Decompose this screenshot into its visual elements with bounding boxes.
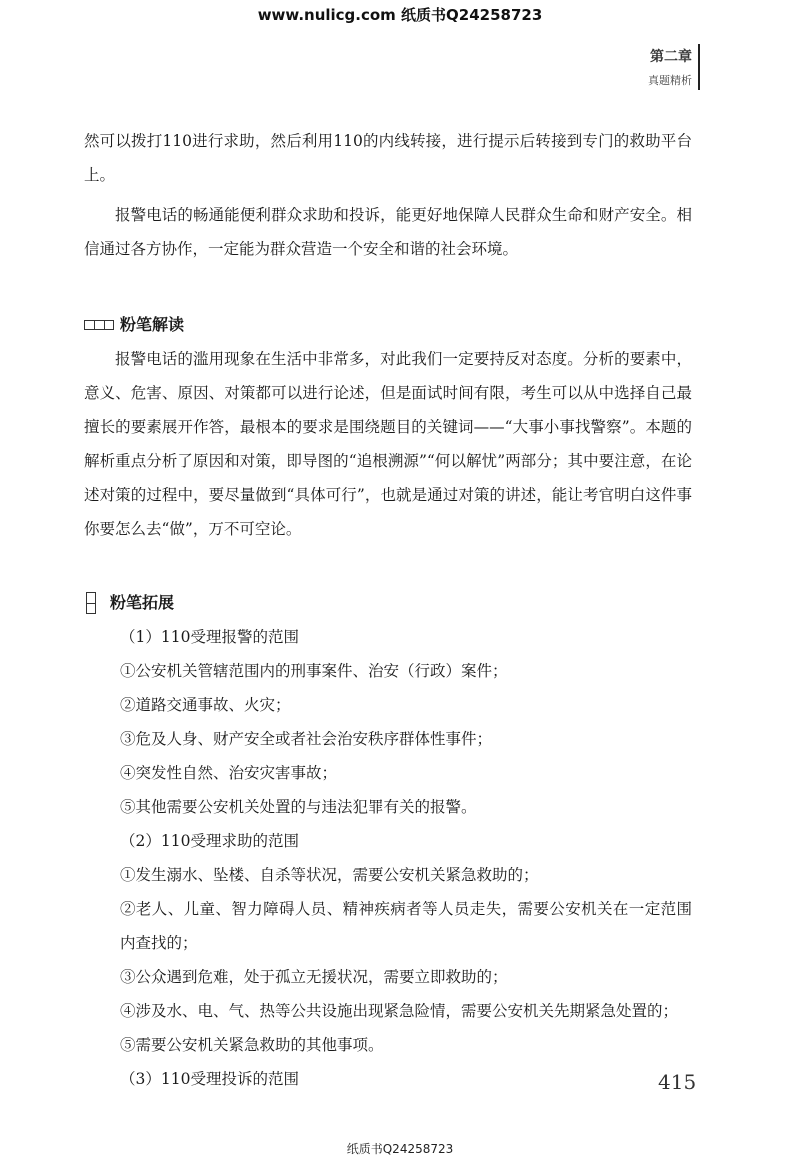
watermark-top: www.nulicg.com 纸质书Q24258723 (257, 6, 543, 24)
chapter-header (648, 46, 692, 88)
list-item: ⑤需要公安机关紧急救助的其他事项。 (120, 1036, 384, 1054)
list-item: ④突发性自然、治安灾害事故； (120, 764, 338, 782)
list-item: ⑤其他需要公安机关处置的与违法犯罪有关的报警。 (120, 798, 477, 816)
section-heading-text: 粉笔拓展 (110, 593, 175, 612)
section-heading-expansion (86, 586, 692, 620)
intro-paragraph-1: 然可以拨打110进行求助，然后利用110的内线转接，进行提示后转接到专门的救助平台上。 (84, 132, 692, 184)
page-content (84, 124, 692, 1096)
intro-paragraph-2: 报警电话的畅通能便利群众求助和投诉，能更好地保障人民群众生命和财产安全。相信通过各方协作，一定能为群众营造一个安全和谐的社会环境。 (84, 206, 692, 258)
watermark-bottom: 纸质书Q24258723 (346, 1142, 454, 1156)
chapter-title: 第二章 (650, 49, 692, 65)
section-marker-icon (84, 320, 114, 330)
section-heading-text: 粉笔解读 (120, 315, 185, 334)
chapter-subtitle: 真题精析 (648, 74, 692, 87)
chapter-divider (698, 44, 700, 90)
group-title: （1）110受理报警的范围 (120, 628, 299, 646)
list-item: ②老人、儿童、智力障碍人员、精神疾病者等人员走失，需要公安机关在一定范围内查找的； (120, 900, 692, 952)
list-item: ①公安机关管辖范围内的刑事案件、治安（行政）案件； (120, 662, 508, 680)
list-item: ③危及人身、财产安全或者社会治安秩序群体性事件； (120, 730, 493, 748)
list-item: ④涉及水、电、气、热等公共设施出现紧急险情，需要公安机关先期紧急处置的； (120, 1002, 679, 1020)
section-heading-interpretation (84, 308, 692, 342)
interpretation-paragraph: 报警电话的滥用现象在生活中非常多，对此我们一定要持反对态度。分析的要素中，意义、危害、原因、对策都可以进行论述，但是面试时间有限，考生可以从中选择自己最擅长的要素展开作答，最根本的要求是围绕题目的关键词——“大事小事找警察”。本题的解析重点分析了原因和对策，即导图的“追根溯源”“何以解忧”两部分；其中要注意，在论述对策的过程中，要尽量做到“具体可行”，也就是通过对策的讲述，能让考官明白这件事你要怎么去“做”，万不可空论。 (84, 350, 692, 538)
bookmark-icon (86, 592, 96, 614)
list-item: ③公众遇到危难，处于孤立无援状况，需要立即救助的； (120, 968, 508, 986)
page-number: 415 (658, 1070, 697, 1094)
group-title: （3）110受理投诉的范围 (120, 1070, 299, 1088)
group-title: （2）110受理求助的范围 (120, 832, 299, 850)
list-item: ②道路交通事故、火灾； (120, 696, 291, 714)
list-item: ①发生溺水、坠楼、自杀等状况，需要公安机关紧急救助的； (120, 866, 539, 884)
